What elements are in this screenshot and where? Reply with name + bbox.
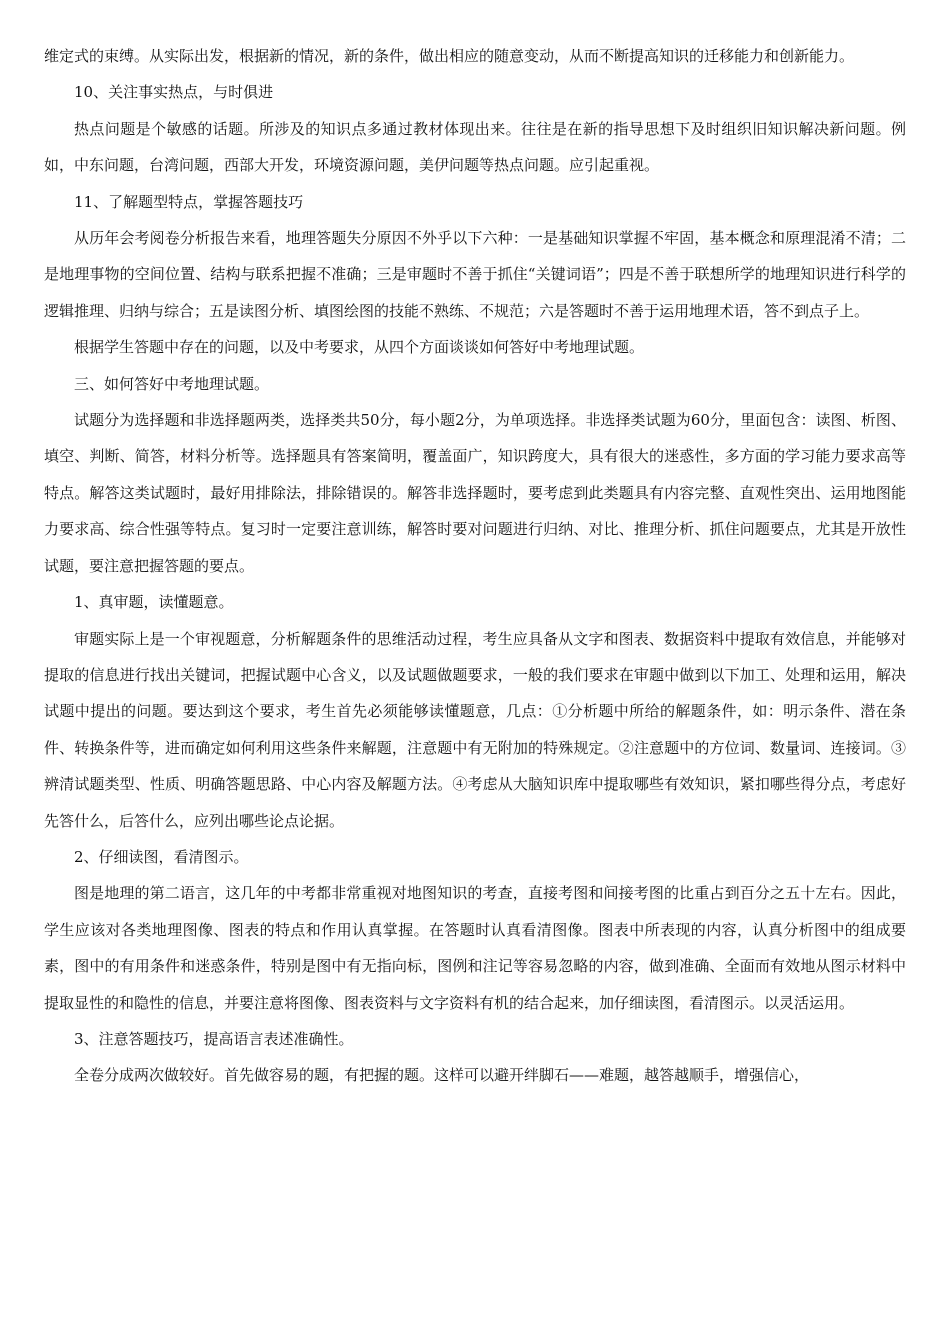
paragraph-question-types: 试题分为选择题和非选择题两类，选择类共50分，每小题2分，为单项选择。非选择类试题为60分，里面包含：读图、析图、填空、判断、简答，材料分析等。选择题具有答案简明，覆盖面广，知识跨度大，具有很大的迷惑性，多方面的学习能力要求高等特点。解答这类试题时，最好用排除法，排除错误的。解答非选择题时，要考虑到此类题具有内容完整、直观性突出、运用地图能力要求高、综合性强等特点。复习时一定要注意训练，解答时要对问题进行归纳、对比、推理分析、抓住问题要点，尤其是开放性试题，要注意把握答题的要点。 xyxy=(44,411,906,575)
subheading-1: 1、真审题，读懂题意。 xyxy=(74,593,234,612)
document-page xyxy=(44,38,906,1094)
paragraph-intro: 根据学生答题中存在的问题，以及中考要求，从四个方面谈谈如何答好中考地理试题。 xyxy=(74,338,645,357)
paragraph-hot-topics: 热点问题是个敏感的话题。所涉及的知识点多通过教材体现出来。往往是在新的指导思想下及时组织旧知识解决新问题。例如，中东问题，台湾问题，西部大开发，环境资源问题，美伊问题等热点问题。应引起重视。 xyxy=(44,119,906,175)
paragraph-reading-maps: 图是地理的第二语言，这几年的中考都非常重视对地图知识的考查，直接考图和间接考图的比重占到百分之五十左右。因此，学生应该对各类地理图像、图表的特点和作用认真掌握。在答题时认真看清图像。图表中所表现的内容，认真分析图中的组成要素，图中的有用条件和迷惑条件，特别是图中有无指向标，图例和注记等容易忽略的内容，做到准确、全面而有效地从图示材料中提取显性的和隐性的信息，并要注意将图像、图表资料与文字资料有机的结合起来，加仔细读图，看清图示。以灵活运用。 xyxy=(44,884,906,1012)
section-heading-10: 10、关注事实热点，与时俱进 xyxy=(74,83,274,102)
section-heading-11: 11、了解题型特点，掌握答题技巧 xyxy=(74,192,304,211)
subheading-2: 2、仔细读图，看清图示。 xyxy=(74,847,249,866)
paragraph-continuation: 维定式的束缚。从实际出发，根据新的情况，新的条件，做出相应的随意变动，从而不断提高知识的迁移能力和创新能力。 xyxy=(44,47,855,65)
paragraph-reading-questions: 审题实际上是一个审视题意，分析解题条件的思维活动过程，考生应具备从文字和图表、数据资料中提取有效信息，并能够对提取的信息进行找出关键词，把握试题中心含义，以及试题做题要求，一般的我们要求在审题中做到以下加工、处理和运用，解决试题中提出的问题。要达到这个要求，考生首先必须能够读懂题意，几点：①分析题中所给的解题条件，如：明示条件、潜在条件、转换条件等，进而确定如何利用这些条件来解题，注意题中有无附加的特殊规定。②注意题中的方位词、数量词、连接词。③辨清试题类型、性质、明确答题思路、中心内容及解题方法。④考虑从大脑知识库中提取哪些有效知识，紧扣哪些得分点，考虑好先答什么，后答什么，应列出哪些论点论据。 xyxy=(44,629,906,830)
subheading-3: 3、注意答题技巧，提高语言表述准确性。 xyxy=(74,1029,354,1048)
paragraph-answer-strategy: 全卷分成两次做较好。首先做容易的题，有把握的题。这样可以避开绊脚石——难题，越答越顺手，增强信心， xyxy=(74,1066,810,1085)
section-heading-3: 三、如何答好中考地理试题。 xyxy=(74,374,270,393)
paragraph-error-analysis: 从历年会考阅卷分析报告来看，地理答题失分原因不外乎以下六种：一是基础知识掌握不牢固，基本概念和原理混淆不清；二是地理事物的空间位置、结构与联系把握不准确；三是审题时不善于抓住“关键词语”；四是不善于联想所学的地理知识进行科学的逻辑推理、归纳与综合；五是读图分析、填图绘图的技能不熟练、不规范；六是答题时不善于运用地理术语，答不到点子上。 xyxy=(44,229,906,320)
